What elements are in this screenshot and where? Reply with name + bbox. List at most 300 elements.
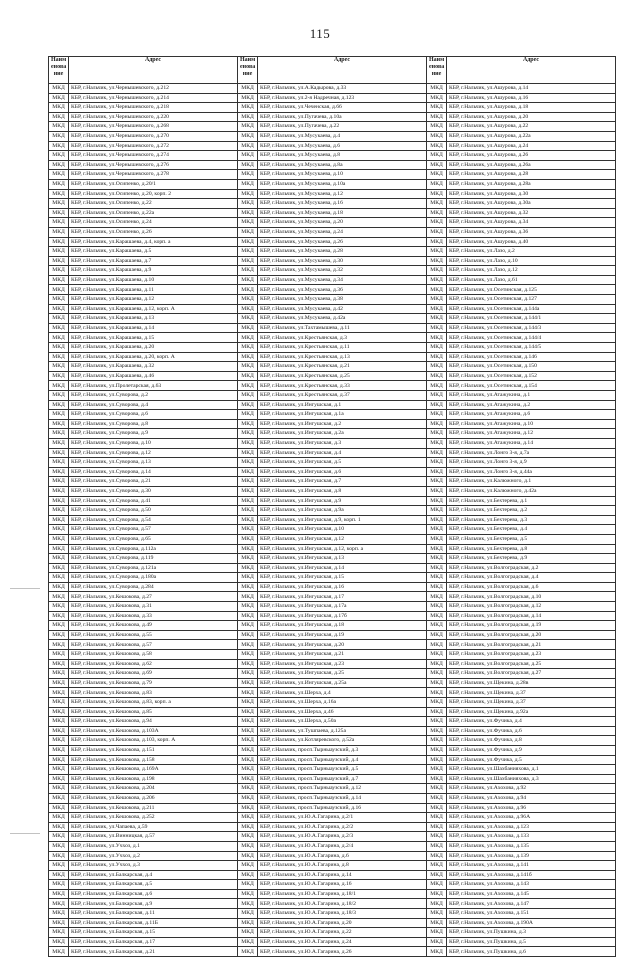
address-cell: КБР, г.Нальчик, ул.Кешокова, д.83 — [69, 688, 238, 698]
building-type-cell: МКД — [427, 391, 447, 401]
building-type-cell: МКД — [427, 947, 447, 957]
building-type-cell: МКД — [427, 218, 447, 228]
building-type-cell: МКД — [49, 189, 69, 199]
building-type-cell: МКД — [49, 573, 69, 583]
building-type-cell: МКД — [49, 371, 69, 381]
building-type-cell: МКД — [427, 131, 447, 141]
address-cell: КБР, г.Нальчик, ул.Карашаева, д.4, корп. а — [69, 237, 238, 247]
address-cell: КБР, г.Нальчик, ул.Балкарская, д.6 — [69, 889, 238, 899]
address-cell: КБР, г.Нальчик, ул.Карашаева, д.10 — [69, 275, 238, 285]
building-type-cell: МКД — [49, 803, 69, 813]
table-row — [49, 899, 616, 909]
building-type-cell: МКД — [427, 295, 447, 305]
building-type-cell: МКД — [427, 486, 447, 496]
table-row — [49, 755, 616, 765]
address-cell: КБР, г.Нальчик, ул.Кешокова, д.58 — [69, 650, 238, 660]
table-row — [49, 160, 616, 170]
table-row — [49, 698, 616, 708]
address-cell: КБР, г.Нальчик, ул.Ашурова, д.14 — [447, 84, 616, 94]
table-row — [49, 726, 616, 736]
table-row — [49, 448, 616, 458]
building-type-cell: МКД — [427, 93, 447, 103]
address-cell: КБР, г.Нальчик, ул.Ингушская, д.16 — [258, 582, 427, 592]
address-cell: КБР, г.Нальчик, ул.Кешокова, д.27 — [69, 592, 238, 602]
building-type-cell: МКД — [238, 496, 258, 506]
address-cell: КБР, г.Нальчик, ул.Ингушская, д.25 — [258, 669, 427, 679]
table-row — [49, 285, 616, 295]
address-cell: КБР, г.Нальчик, ул.Суворова, д.14 — [69, 467, 238, 477]
building-type-cell: МКД — [427, 170, 447, 180]
address-cell: КБР, г.Нальчик, ул.Осетинская, д.144а — [447, 304, 616, 314]
address-cell: КБР, г.Нальчик, ул.Ингушская, д.21 — [258, 650, 427, 660]
building-type-cell: МКД — [427, 227, 447, 237]
address-cell: КБР, г.Нальчик, ул.Осипенко, д.22 — [69, 199, 238, 209]
address-cell: КБР, г.Нальчик, ул.Крестьянская, д.37 — [258, 391, 427, 401]
building-type-cell: МКД — [238, 323, 258, 333]
building-type-cell: МКД — [49, 755, 69, 765]
address-cell: КБР, г.Нальчик, ул.Мусукаева, д.16 — [258, 199, 427, 209]
address-cell: КБР, г.Нальчик, ул.Тахтамышева, д.11 — [258, 323, 427, 333]
address-cell: КБР, г.Нальчик, ул.Ашурова, д.22 — [447, 122, 616, 132]
address-cell: КБР, г.Нальчик, ул.Ашурова, д.28а — [447, 179, 616, 189]
address-cell: КБР, г.Нальчик, ул.Мусукаева, д.42а — [258, 314, 427, 324]
address-cell: КБР, г.Нальчик, ул.Ахохова, д.139 — [447, 851, 616, 861]
building-type-cell: МКД — [49, 448, 69, 458]
table-row — [49, 803, 616, 813]
table-row — [49, 295, 616, 305]
building-type-cell: МКД — [427, 285, 447, 295]
building-type-cell: МКД — [427, 554, 447, 564]
table-row — [49, 573, 616, 583]
table-row — [49, 247, 616, 257]
building-type-cell: МКД — [49, 343, 69, 353]
building-type-cell: МКД — [238, 362, 258, 372]
address-cell: КБР, г.Нальчик, просп.Тырныаузский, д.5 — [258, 765, 427, 775]
table-row — [49, 266, 616, 276]
address-cell: КБР, г.Нальчик, ул.Осипенко, д.20/1 — [69, 179, 238, 189]
address-cell: КБР, г.Нальчик, просп.Тырныаузский, д.3 — [258, 745, 427, 755]
address-cell: КБР, г.Нальчик, ул.Мусукаева, д.4 — [258, 131, 427, 141]
building-type-cell: МКД — [49, 793, 69, 803]
building-type-cell: МКД — [238, 717, 258, 727]
address-cell: КБР, г.Нальчик, ул.Ю.А.Гагарина, д.24 — [258, 937, 427, 947]
building-type-cell: МКД — [427, 103, 447, 113]
building-type-cell: МКД — [427, 506, 447, 516]
building-type-cell: МКД — [427, 314, 447, 324]
address-cell: КБР, г.Нальчик, ул.Суворова, д.8 — [69, 419, 238, 429]
address-cell: КБР, г.Нальчик, ул.Ашурова, д.20 — [447, 112, 616, 122]
address-cell: КБР, г.Нальчик, ул.Ашурова, д.22а — [447, 131, 616, 141]
table-row — [49, 918, 616, 928]
address-cell: КБР, г.Нальчик, ул.Ингушская, д.7 — [258, 477, 427, 487]
table-row — [49, 304, 616, 314]
address-cell: КБР, г.Нальчик, ул.Осипенко, д.24 — [69, 218, 238, 228]
building-type-cell: МКД — [49, 534, 69, 544]
table-row — [49, 381, 616, 391]
address-cell: КБР, г.Нальчик, ул.Кешокова, д.103, корп. А — [69, 736, 238, 746]
address-cell: КБР, г.Нальчик, ул.Атажукина, д.1 — [447, 391, 616, 401]
building-type-cell: МКД — [49, 832, 69, 842]
address-cell: КБР, г.Нальчик, ул.Суворова, д.41 — [69, 496, 238, 506]
building-type-cell: МКД — [427, 112, 447, 122]
building-type-cell: МКД — [238, 208, 258, 218]
building-type-cell: МКД — [238, 391, 258, 401]
building-type-cell: МКД — [49, 170, 69, 180]
building-type-cell: МКД — [427, 822, 447, 832]
table-row — [49, 352, 616, 362]
building-type-cell: МКД — [238, 410, 258, 420]
address-cell: КБР, г.Нальчик, ул.Мусукаева, д.24 — [258, 227, 427, 237]
table-row — [49, 323, 616, 333]
address-cell: КБР, г.Нальчик, ул.Атажукина, д.14 — [447, 438, 616, 448]
address-cell: КБР, г.Нальчик, ул.Карашаева, д.7 — [69, 256, 238, 266]
building-type-cell: МКД — [427, 803, 447, 813]
building-type-cell: МКД — [49, 151, 69, 161]
building-type-cell: МКД — [427, 832, 447, 842]
address-cell: КБР, г.Нальчик, ул.Ахохова, д.133 — [447, 832, 616, 842]
building-type-cell: МКД — [238, 611, 258, 621]
address-cell: КБР, г.Нальчик, ул.Ю.А.Гагарина, д.18/3 — [258, 909, 427, 919]
address-cell: КБР, г.Нальчик, ул.Балкарская, д.9 — [69, 899, 238, 909]
address-cell: КБР, г.Нальчик, ул.Бехтерева, д.1 — [447, 496, 616, 506]
building-type-cell: МКД — [427, 755, 447, 765]
address-cell: КБР, г.Нальчик, ул.Мусукаева, д.8а — [258, 160, 427, 170]
address-cell: КБР, г.Нальчик, ул.Ашурова, д.32 — [447, 208, 616, 218]
address-cell: КБР, г.Нальчик, ул.2-я Надречная, д.123 — [258, 93, 427, 103]
table-row — [49, 880, 616, 890]
building-type-cell: МКД — [238, 937, 258, 947]
address-cell: КБР, г.Нальчик, ул.Ю.А.Гагарина, д.2/1 — [258, 813, 427, 823]
address-cell: КБР, г.Нальчик, ул.Суворова, д.30 — [69, 486, 238, 496]
building-type-cell: МКД — [49, 563, 69, 573]
table-row — [49, 256, 616, 266]
address-cell: КБР, г.Нальчик, просп.Тырныаузский, д.7 — [258, 774, 427, 784]
address-cell: КБР, г.Нальчик, ул.Суворова, д.10 — [69, 438, 238, 448]
address-cell: КБР, г.Нальчик, ул.Ингушская, д.4 — [258, 448, 427, 458]
table-row — [49, 189, 616, 199]
address-cell: КБР, г.Нальчик, ул.Балкарская, д.5 — [69, 880, 238, 890]
address-cell: КБР, г.Нальчик, ул.Шерха, д.4 — [258, 688, 427, 698]
address-cell: КБР, г.Нальчик, ул.Осетинская, д.144/1 — [447, 314, 616, 324]
address-cell: КБР, г.Нальчик, просп.Тырныаузский, д.12 — [258, 784, 427, 794]
building-type-cell: МКД — [238, 736, 258, 746]
building-type-cell: МКД — [427, 122, 447, 132]
building-type-cell: МКД — [427, 515, 447, 525]
building-type-cell: МКД — [238, 688, 258, 698]
address-cell: КБР, г.Нальчик, ул.Ашурова, д.26а — [447, 160, 616, 170]
building-type-cell: МКД — [238, 506, 258, 516]
address-cell: КБР, г.Нальчик, ул.Пугачева, д.10а — [258, 112, 427, 122]
building-type-cell: МКД — [427, 918, 447, 928]
building-type-cell: МКД — [238, 822, 258, 832]
building-type-cell: МКД — [49, 93, 69, 103]
building-type-cell: МКД — [238, 947, 258, 957]
building-type-cell: МКД — [49, 256, 69, 266]
building-type-cell: МКД — [238, 218, 258, 228]
address-cell: КБР, г.Нальчик, ул.Ингушская, д.2 — [258, 419, 427, 429]
building-type-cell: МКД — [49, 314, 69, 324]
building-type-cell: МКД — [49, 698, 69, 708]
building-type-cell: МКД — [238, 256, 258, 266]
building-type-cell: МКД — [49, 400, 69, 410]
address-cell: КБР, г.Нальчик, ул.Карашаева, д.11 — [69, 285, 238, 295]
table-header — [49, 57, 616, 84]
address-cell: КБР, г.Нальчик, ул.Волгоградская, д.12 — [447, 602, 616, 612]
address-cell: КБР, г.Нальчик, ул.Чернышевского, д.214 — [69, 93, 238, 103]
building-type-cell: МКД — [238, 889, 258, 899]
address-cell: КБР, г.Нальчик, ул.Карашаева, д.15 — [69, 333, 238, 343]
building-type-cell: МКД — [427, 160, 447, 170]
building-type-cell: МКД — [238, 659, 258, 669]
address-cell: КБР, г.Нальчик, ул.Балкарская, д.15 — [69, 928, 238, 938]
building-type-cell: МКД — [427, 813, 447, 823]
building-type-cell: МКД — [49, 688, 69, 698]
building-type-cell: МКД — [427, 573, 447, 583]
table-row — [49, 227, 616, 237]
building-type-cell: МКД — [427, 899, 447, 909]
address-cell: КБР, г.Нальчик, ул.Волгоградская, д.2 — [447, 563, 616, 573]
header-type: Наим енова ние — [427, 57, 447, 84]
building-type-cell: МКД — [238, 160, 258, 170]
building-type-cell: МКД — [49, 218, 69, 228]
building-type-cell: МКД — [427, 889, 447, 899]
address-cell: КБР, г.Нальчик, ул.Ингушская, д.9 — [258, 496, 427, 506]
address-cell: КБР, г.Нальчик, ул.Пролетарская, д.63 — [69, 381, 238, 391]
address-cell: КБР, г.Нальчик, ул.Лонго 3-я, д.44а — [447, 467, 616, 477]
table-row — [49, 496, 616, 506]
address-cell: КБР, г.Нальчик, ул.Карашаева, д.13 — [69, 314, 238, 324]
building-type-cell: МКД — [49, 496, 69, 506]
building-type-cell: МКД — [49, 717, 69, 727]
building-type-cell: МКД — [49, 851, 69, 861]
building-type-cell: МКД — [49, 707, 69, 717]
building-type-cell: МКД — [427, 534, 447, 544]
address-cell: КБР, г.Нальчик, ул.Чернышевского, д.274 — [69, 151, 238, 161]
building-type-cell: МКД — [238, 381, 258, 391]
address-cell: КБР, г.Нальчик, ул.Бехтерева, д.3 — [447, 515, 616, 525]
table-row — [49, 621, 616, 631]
address-cell: КБР, г.Нальчик, ул.Ю.А.Гагарина, д.2/4 — [258, 841, 427, 851]
building-type-cell: МКД — [427, 851, 447, 861]
building-type-cell: МКД — [49, 813, 69, 823]
building-type-cell: МКД — [238, 525, 258, 535]
address-cell: КБР, г.Нальчик, ул.Фучика, д.5 — [447, 755, 616, 765]
building-type-cell: МКД — [49, 947, 69, 957]
building-type-cell: МКД — [238, 851, 258, 861]
building-type-cell: МКД — [238, 592, 258, 602]
address-cell: КБР, г.Нальчик, ул.Ингушская, д.18 — [258, 621, 427, 631]
building-type-cell: МКД — [238, 131, 258, 141]
address-cell: КБР, г.Нальчик, ул.Осетинская, д.144/3 — [447, 323, 616, 333]
building-type-cell: МКД — [427, 621, 447, 631]
address-cell: КБР, г.Нальчик, ул.Учхоз, д.1 — [69, 841, 238, 851]
address-cell: КБР, г.Нальчик, ул.Пушкина, д.6 — [447, 947, 616, 957]
address-cell: КБР, г.Нальчик, ул.Котляревского, д.52а — [258, 736, 427, 746]
address-cell: КБР, г.Нальчик, ул.Мусукаева, д.34 — [258, 275, 427, 285]
building-type-cell: МКД — [238, 909, 258, 919]
building-type-cell: МКД — [427, 563, 447, 573]
building-type-cell: МКД — [49, 103, 69, 113]
address-cell: КБР, г.Нальчик, ул.Ингушская, д.23 — [258, 659, 427, 669]
building-type-cell: МКД — [49, 525, 69, 535]
address-cell: КБР, г.Нальчик, ул.Крестьянская, д.13 — [258, 352, 427, 362]
address-cell: КБР, г.Нальчик, ул.Карашаева, д.46 — [69, 371, 238, 381]
address-cell: КБР, г.Нальчик, ул.Осетинская, д.144/4 — [447, 333, 616, 343]
building-type-cell: МКД — [49, 179, 69, 189]
address-cell: КБР, г.Нальчик, ул.Кешокова, д.85 — [69, 707, 238, 717]
building-type-cell: МКД — [238, 141, 258, 151]
building-type-cell: МКД — [427, 688, 447, 698]
building-type-cell: МКД — [427, 841, 447, 851]
table-row — [49, 515, 616, 525]
table-row — [49, 506, 616, 516]
address-cell: КБР, г.Нальчик, ул.Осетинская, д.150 — [447, 362, 616, 372]
address-cell: КБР, г.Нальчик, ул.Ахохова, д.94 — [447, 793, 616, 803]
building-type-cell: МКД — [427, 525, 447, 535]
building-type-cell: МКД — [238, 333, 258, 343]
building-type-cell: МКД — [49, 640, 69, 650]
building-type-cell: МКД — [238, 237, 258, 247]
table-row — [49, 851, 616, 861]
address-cell: КБР, г.Нальчик, ул.Ингушская, д.9а — [258, 506, 427, 516]
building-type-cell: МКД — [238, 429, 258, 439]
address-cell: КБР, г.Нальчик, ул.Суворова, д.57 — [69, 525, 238, 535]
building-type-cell: МКД — [427, 275, 447, 285]
table-row — [49, 592, 616, 602]
address-cell: КБР, г.Нальчик, ул.Чернышевского, д.268 — [69, 122, 238, 132]
building-type-cell: МКД — [49, 84, 69, 94]
address-cell: КБР, г.Нальчик, ул.Кешокова, д.211 — [69, 803, 238, 813]
table-row — [49, 410, 616, 420]
building-type-cell: МКД — [49, 909, 69, 919]
address-cell: КБР, г.Нальчик, ул.Ю.А.Гагарина, д.6 — [258, 851, 427, 861]
table-row — [49, 208, 616, 218]
address-cell: КБР, г.Нальчик, ул.Осипенко, д.20, корп. 2 — [69, 189, 238, 199]
address-cell: КБР, г.Нальчик, ул.Щекина, д.37 — [447, 688, 616, 698]
table-row — [49, 170, 616, 180]
table-row — [49, 745, 616, 755]
building-type-cell: МКД — [427, 784, 447, 794]
address-cell: КБР, г.Нальчик, ул.Балкарская, д.4 — [69, 870, 238, 880]
building-type-cell: МКД — [49, 899, 69, 909]
building-type-cell: МКД — [49, 438, 69, 448]
address-cell: КБР, г.Нальчик, ул.Ингушская, д.1 — [258, 400, 427, 410]
address-cell: КБР, г.Нальчик, ул.Ю.А.Гагарина, д.18/2 — [258, 899, 427, 909]
building-type-cell: МКД — [238, 755, 258, 765]
address-cell: КБР, г.Нальчик, ул.Чернышевского, д.212 — [69, 84, 238, 94]
address-cell: КБР, г.Нальчик, ул.Крестьянская, д.11 — [258, 343, 427, 353]
address-cell: КБР, г.Нальчик, ул.Ашурова, д.30 — [447, 189, 616, 199]
address-cell: КБР, г.Нальчик, ул.Ашурова, д.18 — [447, 103, 616, 113]
address-cell: КБР, г.Нальчик, ул.Ю.А.Гагарина, д.26 — [258, 947, 427, 957]
building-type-cell: МКД — [49, 506, 69, 516]
building-type-cell: МКД — [238, 534, 258, 544]
building-type-cell: МКД — [49, 745, 69, 755]
building-type-cell: МКД — [427, 467, 447, 477]
building-type-cell: МКД — [238, 467, 258, 477]
address-cell: КБР, г.Нальчик, ул.Ю.А.Гагарина, д.16 — [258, 880, 427, 890]
address-cell: КБР, г.Нальчик, ул.Карашаева, д.32 — [69, 362, 238, 372]
address-cell: КБР, г.Нальчик, ул.Ингушская, д.17 — [258, 592, 427, 602]
building-type-cell: МКД — [238, 861, 258, 871]
address-cell: КБР, г.Нальчик, ул.Бехтерева, д.5 — [447, 534, 616, 544]
address-cell: КБР, г.Нальчик, ул.Волгоградская, д.23 — [447, 650, 616, 660]
table-row — [49, 486, 616, 496]
table-row — [49, 640, 616, 650]
address-cell: КБР, г.Нальчик, ул.Кешокова, д.83, корп. а — [69, 698, 238, 708]
building-type-cell: МКД — [49, 889, 69, 899]
table-row — [49, 438, 616, 448]
building-type-cell: МКД — [238, 582, 258, 592]
building-type-cell: МКД — [427, 611, 447, 621]
building-type-cell: МКД — [238, 122, 258, 132]
table-row — [49, 429, 616, 439]
header-address: Адрес — [258, 57, 427, 84]
address-cell: КБР, г.Нальчик, ул.Ингушская, д.3 — [258, 438, 427, 448]
building-type-cell: МКД — [238, 918, 258, 928]
address-cell: КБР, г.Нальчик, просп.Тырныаузский, д.14 — [258, 793, 427, 803]
address-cell: КБР, г.Нальчик, ул.Осипенко, д.26 — [69, 227, 238, 237]
building-type-cell: МКД — [49, 928, 69, 938]
table-row — [49, 707, 616, 717]
building-type-cell: МКД — [238, 650, 258, 660]
address-cell: КБР, г.Нальчик, ул.Мусукаева, д.36 — [258, 285, 427, 295]
address-cell: КБР, г.Нальчик, ул.Лазо, д.2 — [447, 247, 616, 257]
address-cell: КБР, г.Нальчик, ул.Чернышевского, д.218 — [69, 103, 238, 113]
address-cell: КБР, г.Нальчик, ул.Суворова, д.65 — [69, 534, 238, 544]
building-type-cell: МКД — [427, 669, 447, 679]
address-cell: КБР, г.Нальчик, ул.Лазо, д.10 — [447, 256, 616, 266]
building-type-cell: МКД — [238, 602, 258, 612]
table-row — [49, 832, 616, 842]
table-row — [49, 909, 616, 919]
building-type-cell: МКД — [49, 621, 69, 631]
building-type-cell: МКД — [49, 861, 69, 871]
building-type-cell: МКД — [238, 112, 258, 122]
building-type-cell: МКД — [427, 736, 447, 746]
address-cell: КБР, г.Нальчик, ул.Кешокова, д.204 — [69, 784, 238, 794]
address-cell: КБР, г.Нальчик, ул.Ингушская, д.25а — [258, 678, 427, 688]
table-row — [49, 582, 616, 592]
address-cell: КБР, г.Нальчик, ул.Лонго 3-я, д.7а — [447, 448, 616, 458]
building-type-cell: МКД — [427, 909, 447, 919]
table-row — [49, 534, 616, 544]
table-row — [49, 333, 616, 343]
address-cell: КБР, г.Нальчик, ул.Ахохова, д.96А — [447, 813, 616, 823]
building-type-cell: МКД — [49, 333, 69, 343]
building-type-cell: МКД — [427, 774, 447, 784]
scan-mark — [10, 833, 40, 834]
building-type-cell: МКД — [427, 678, 447, 688]
address-cell: КБР, г.Нальчик, ул.Бехтерева, д.4 — [447, 525, 616, 535]
building-type-cell: МКД — [49, 477, 69, 487]
address-cell: КБР, г.Нальчик, ул.Карашаева, д.14 — [69, 323, 238, 333]
building-type-cell: МКД — [238, 179, 258, 189]
table-row — [49, 889, 616, 899]
address-cell: КБР, г.Нальчик, ул.Фучика, д.4 — [447, 717, 616, 727]
address-cell: КБР, г.Нальчик, ул.Мусукаева, д.6 — [258, 141, 427, 151]
address-cell: КБР, г.Нальчик, ул.Чапаева, д.59 — [69, 822, 238, 832]
building-type-cell: МКД — [238, 640, 258, 650]
address-cell: КБР, г.Нальчик, ул.Осетинская, д.152 — [447, 371, 616, 381]
address-cell: КБР, г.Нальчик, ул.Кешокова, д.57 — [69, 640, 238, 650]
table-row — [49, 275, 616, 285]
address-cell: КБР, г.Нальчик, ул.Ингушская, д.15 — [258, 573, 427, 583]
building-type-cell: МКД — [49, 918, 69, 928]
table-row — [49, 813, 616, 823]
building-type-cell: МКД — [49, 160, 69, 170]
header-type: Наим енова ние — [49, 57, 69, 84]
